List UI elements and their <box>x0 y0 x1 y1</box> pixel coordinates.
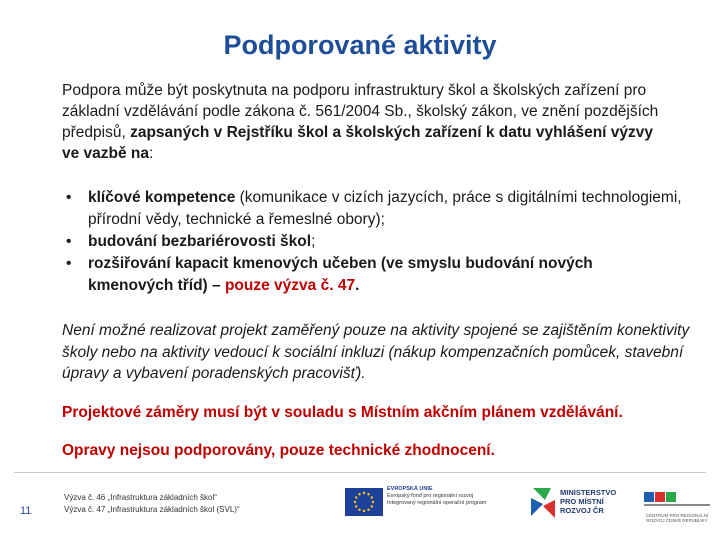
crr-label: CENTRUM PRO REGIONÁLNÍ ROZVOJ ČESKÉ REPUBLIKY <box>645 513 709 523</box>
page-number: 11 <box>20 505 32 517</box>
bullet-dot-icon: • <box>66 233 72 250</box>
repairs-note: Opravy nejsou podporovány, pouze technické zhodnocení. <box>62 442 495 459</box>
ministry-line-3: ROZVOJ ČR <box>560 506 604 515</box>
ministry-line-1: MINISTERSTVO <box>560 488 617 497</box>
mmr-logo-icon <box>529 486 557 520</box>
partner-logos <box>345 486 715 534</box>
intro-bold-text: zapsaných v Rejstříku škol a školských zařízení k datu vyhlášení výzvy ve vazbě na <box>62 124 654 162</box>
bullet-bold: rozšiřování kapacit kmenových učeben (ve smyslu budování nových kmenových tříd) – <box>88 255 593 294</box>
footnotes <box>64 492 240 516</box>
eu-programme: Integrovaný regionální operační program <box>387 500 487 506</box>
activity-bullet-list <box>62 187 682 297</box>
eu-flag-icon <box>345 488 383 516</box>
bullet-dot-icon: • <box>66 189 72 206</box>
footnote-46: Výzva č. 46 „Infrastruktura základních škol“ <box>64 493 217 502</box>
eu-fund: Evropský fond pro regionální rozvoj <box>387 493 474 499</box>
crr-logo <box>642 490 712 523</box>
bullet-capacity <box>62 253 682 297</box>
crr-logo-icon <box>642 490 712 512</box>
eu-head: EVROPSKÁ UNIE <box>387 486 433 492</box>
bullet-dot-icon: • <box>66 255 72 272</box>
intro-colon: : <box>149 145 154 162</box>
exclusion-note: Není možné realizovat projekt zaměřený pouze na aktivity spojené se zajištěním konektivity školy nebo na aktivity vedoucí k sociální inkluzi (nákup kompenzačních pomůcek, stavební úpravy a vybavení poradenských pracovišť). <box>62 322 690 382</box>
eu-label <box>387 486 497 507</box>
bullet-bold: budování bezbariérovosti škol <box>88 233 312 250</box>
intro-paragraph <box>62 80 672 164</box>
bullet-barrier-free <box>62 231 682 253</box>
bullet-bold: klíčové kompetence <box>88 189 236 206</box>
map-alignment-note: Projektové záměry musí být v souladu s Místním akčním plánem vzdělávání. <box>62 404 623 421</box>
bullet-rest: (komunikace v cizích jazycích, práce s digitálními technologiemi, přírodní vědy, technické a řemeslné obory); <box>88 189 682 228</box>
bullet-red: pouze výzva č. 47 <box>224 277 356 294</box>
slide-title: Podporované aktivity <box>223 30 497 60</box>
intro-text: Podpora může být poskytnuta na podporu infrastruktury škol a školských zařízení pro základní vzdělávání podle zákona č. 561/2004 Sb., školský zákon, ve znění pozdějších předpisů, <box>62 82 659 141</box>
ministry-label <box>560 488 616 515</box>
ministry-line-2: PRO MÍSTNÍ <box>560 497 604 506</box>
footnote-47: Výzva č. 47 „Infrastruktura základních škol (SVL)“ <box>64 505 240 514</box>
bullet-tail: . <box>355 277 360 294</box>
footer-divider <box>14 472 706 473</box>
bullet-key-competences <box>62 187 682 231</box>
bullet-rest: ; <box>311 233 316 250</box>
